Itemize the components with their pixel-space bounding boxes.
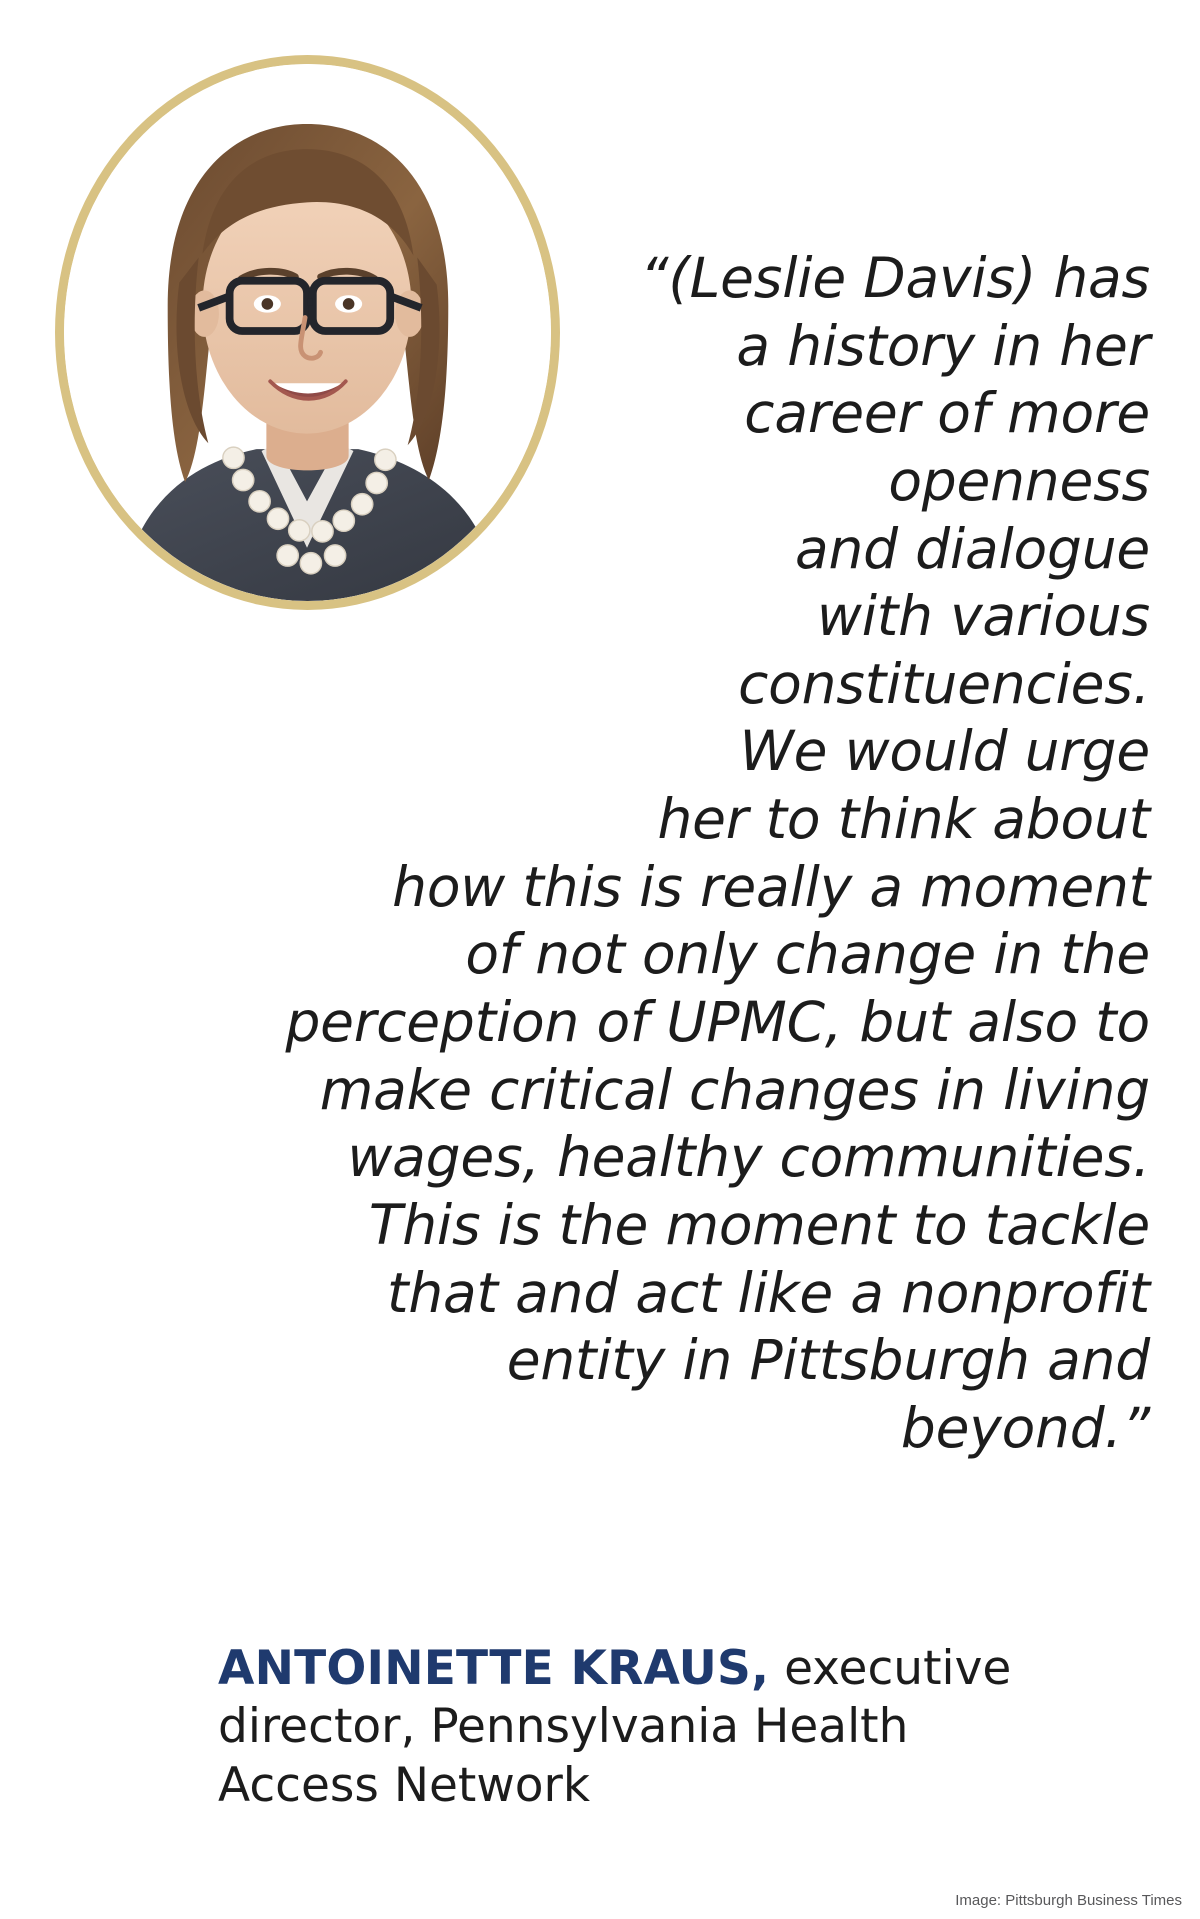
quote-line: and dialogue <box>795 516 1150 581</box>
quote-line: with various <box>816 584 1150 649</box>
attribution-title-line-3: Access Network <box>218 1757 591 1813</box>
quote-line: wages, healthy communities. <box>347 1125 1150 1190</box>
quote-line: entity in Pittsburgh and <box>506 1328 1150 1393</box>
quote-line: beyond.” <box>900 1395 1150 1460</box>
quote-line: make critical changes in living <box>319 1057 1150 1122</box>
quote-line: openness <box>888 448 1150 513</box>
quote-attribution <box>218 1640 1118 1815</box>
quote-line: that and act like a nonprofit <box>387 1260 1150 1325</box>
quote-line: career of more <box>744 381 1150 446</box>
quote-line: This is the moment to tackle <box>368 1192 1150 1257</box>
quote-line: a history in her <box>736 313 1150 378</box>
attribution-title-line-1: executive <box>769 1641 1012 1696</box>
quote-line: how this is really a moment <box>392 854 1150 919</box>
attribution-title-line-2: director, Pennsylvania Health <box>218 1699 909 1755</box>
pull-quote-text <box>40 245 1150 1463</box>
quote-line: constituencies. <box>738 651 1150 716</box>
image-credit: Image: Pittsburgh Business Times <box>955 1892 1182 1909</box>
quote-line: perception of UPMC, but also to <box>285 990 1150 1055</box>
quote-line: her to think about <box>657 787 1150 852</box>
quote-line: “(Leslie Davis) has <box>640 246 1150 310</box>
attribution-name: ANTOINETTE KRAUS, <box>218 1641 770 1696</box>
quote-line: of not only change in the <box>465 922 1150 987</box>
quote-line: We would urge <box>739 719 1150 784</box>
